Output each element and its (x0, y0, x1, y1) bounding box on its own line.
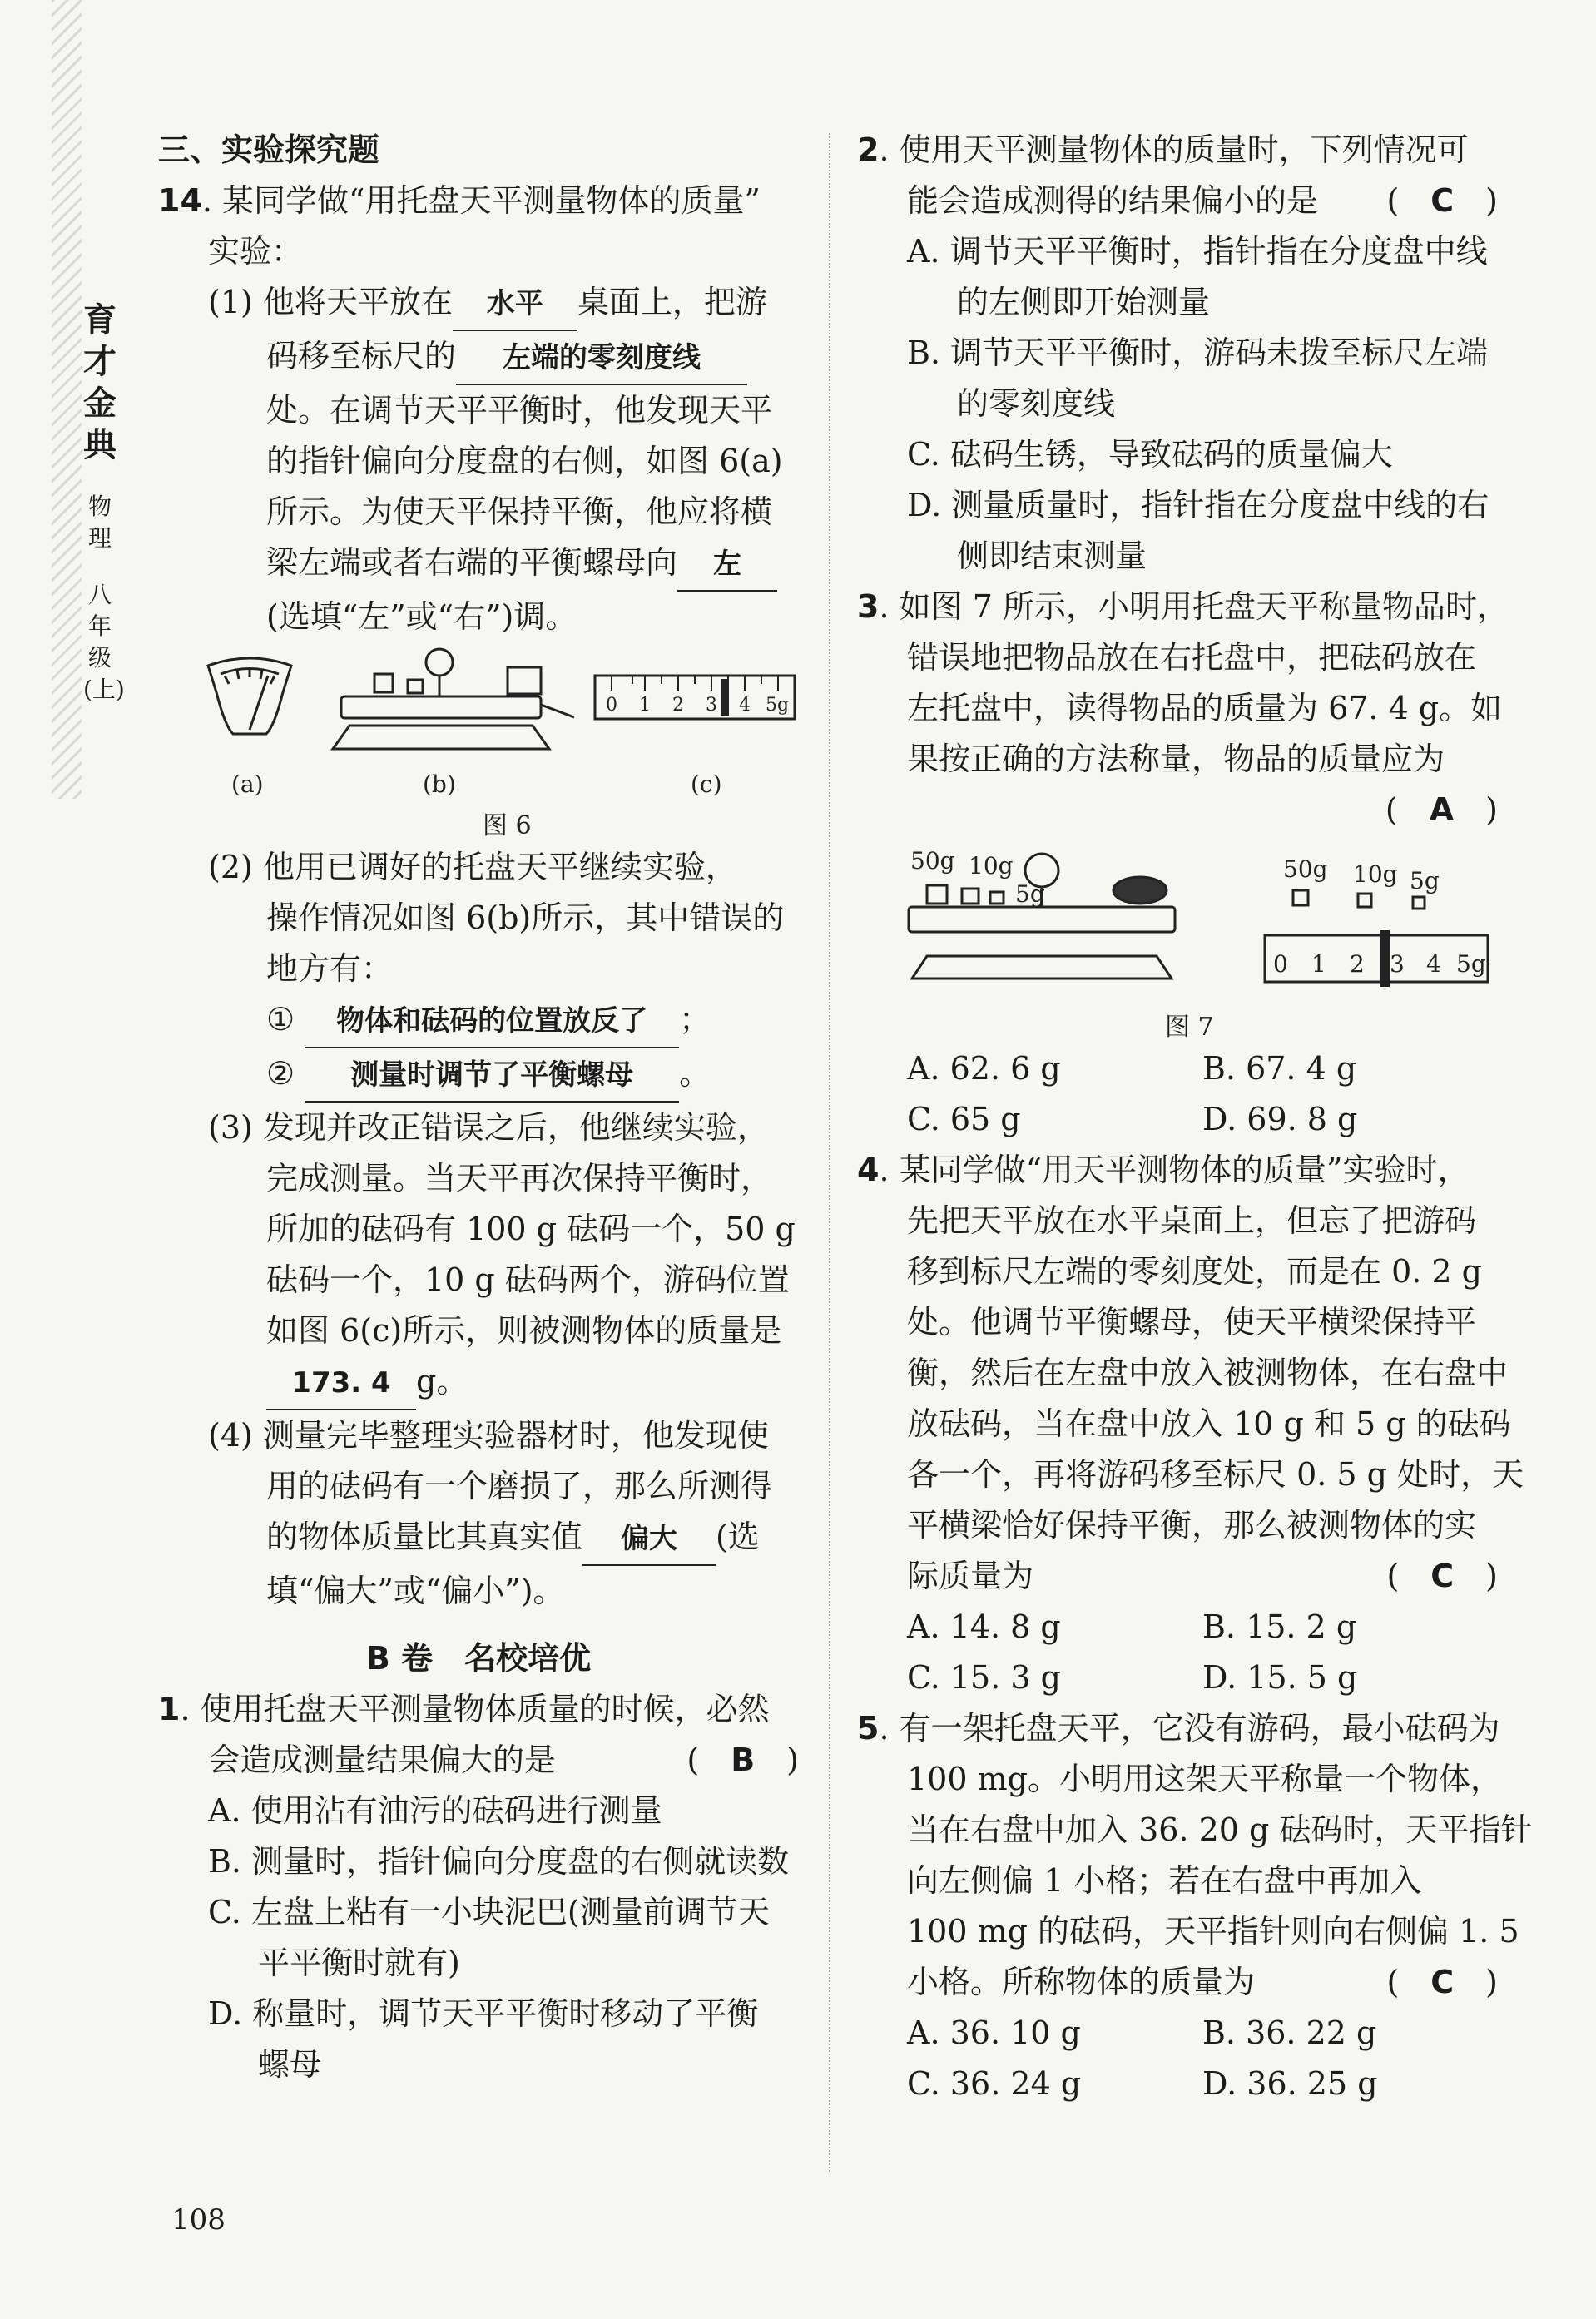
q4-line: 放砝码，当在盘中放入 10 g 和 5 g 的砝码 (907, 1405, 1511, 1442)
fig-label-a: (a) (231, 771, 264, 798)
sidebar (83, 300, 125, 706)
q14-part4-line: (4) 测量完毕整理实验器材时，他发现使 (208, 1417, 769, 1454)
option: B. 测量时，指针偏向分度盘的右侧就读数 (208, 1843, 790, 1880)
page-number: 108 (171, 2203, 226, 2237)
scale-tick-label: 4 (1426, 950, 1441, 978)
answer-letter: C (1430, 1558, 1455, 1594)
q14-part1-line: 所示。为使天平保持平衡，他应将横 (266, 493, 773, 530)
option: A. 14. 8 g (907, 1608, 1061, 1645)
section-b-title: B 卷 名校培优 (365, 1640, 592, 1677)
answer-letter: C (1430, 1964, 1455, 2000)
options-row (857, 1043, 1498, 1094)
figure-6 (158, 642, 799, 842)
q14-part2-line: 操作情况如图 6(b)所示，其中错误的 (266, 899, 785, 936)
q14-part2-line: (2) 他用已调好的托盘天平继续实验， (208, 849, 737, 885)
brand-title (83, 300, 116, 466)
option: A. 36. 10 g (907, 2014, 1081, 2051)
q4-text: . 某同学做“用天平测物体的质量”实验时， (879, 1152, 1470, 1188)
brand-char: 才 (83, 342, 116, 381)
scale-tick-label: 2 (672, 695, 684, 716)
q2-line (857, 125, 1498, 176)
q5-number: 5 (857, 1710, 880, 1747)
right-column (857, 125, 1533, 2109)
option: C. 36. 24 g (907, 2065, 1082, 2102)
answer-blank: 左 (677, 539, 777, 592)
answer-blank: 物体和砝码的位置放反了 (305, 996, 679, 1048)
answer-paren: ( C ) (1386, 1964, 1498, 2000)
q14-error-2 (158, 1048, 799, 1103)
marker: ① (266, 1001, 295, 1038)
answer-blank: 水平 (453, 279, 577, 331)
answer-blank: 左端的零刻度线 (456, 333, 747, 385)
weight-label: 10g (1353, 860, 1398, 888)
text: 际质量为 (907, 1558, 1034, 1594)
option: C. 15. 3 g (907, 1659, 1061, 1696)
option-cont: 的零刻度线 (957, 385, 1116, 422)
q1-number: 1 (158, 1691, 181, 1727)
q14-part3-line (158, 1356, 799, 1410)
q5-line (857, 1703, 1498, 1754)
option: B. 15. 2 g (1202, 1608, 1357, 1645)
rider (721, 679, 729, 716)
q4-number: 4 (857, 1152, 880, 1188)
q14-part4-line (158, 1512, 799, 1566)
text: (选 (716, 1519, 760, 1555)
q14-number: 14 (158, 182, 202, 219)
dial-plate (208, 658, 291, 734)
q14-part1-line (158, 538, 799, 592)
text: 的物体质量比其真实值 (266, 1519, 583, 1555)
q14-line: 实验： (208, 233, 304, 270)
option: D. 69. 8 g (1202, 1101, 1358, 1137)
option: B. 36. 22 g (1202, 2014, 1377, 2051)
option: D. 称量时，调节天平平衡时移动了平衡 (208, 1995, 759, 2032)
q4-line (857, 1145, 1498, 1196)
option: B. 调节天平平衡时，游码未拨至标尺左端 (907, 334, 1489, 371)
weight-label: 50g (1283, 855, 1328, 883)
q4-line: 各一个，再将游码移至标尺 0. 5 g 处时，天 (907, 1456, 1524, 1493)
q14-part3-line: 如图 6(c)所示，则被测物体的质量是 (266, 1312, 782, 1349)
balance-b (333, 649, 574, 749)
q3-line: 错误地把物品放在右托盘中，把砝码放在 (907, 639, 1477, 676)
subject-label (83, 491, 116, 554)
q5-line: 当在右盘中加入 36. 20 g 砝码时，天平指针 (907, 1811, 1533, 1848)
option: D. 测量质量时，指针指在分度盘中线的右 (907, 487, 1489, 523)
answer-blank: 173. 4 (266, 1358, 416, 1410)
q14-part3-line: (3) 发现并改正错误之后，他继续实验， (208, 1109, 769, 1146)
q2-text: . 使用天平测量物体的质量时，下列情况可 (879, 131, 1469, 168)
option: A. 使用沾有油污的砝码进行测量 (208, 1792, 662, 1829)
answer-letter: A (1429, 791, 1455, 828)
scale-tick-label: 4 (739, 695, 751, 716)
grade-char: 年 (87, 612, 112, 640)
q5-text: . 有一架托盘天平，它没有游码，最小砝码为 (879, 1710, 1500, 1747)
q14-part1-line (158, 331, 799, 385)
fig-label-c: (c) (691, 771, 722, 798)
q14-part4-line: 用的砝码有一个磨损了，那么所测得 (266, 1468, 773, 1504)
text: 会造成测量结果偏大的是 (208, 1742, 557, 1778)
q4-line: 处。他调节平衡螺母，使天平横梁保持平 (907, 1304, 1477, 1340)
q14-part1-line: 的指针偏向分度盘的右侧，如图 6(a) (266, 443, 783, 479)
text: 码移至标尺的 (266, 338, 457, 374)
option-cont: 螺母 (258, 2046, 322, 2083)
brand-char: 金 (83, 384, 116, 423)
text: ； (679, 1001, 711, 1038)
options-row (857, 1653, 1498, 1703)
scale-tick-label: 1 (639, 695, 651, 716)
q14-part1-line: (选填“左”或“右”)调。 (266, 598, 577, 635)
answer-letter: C (1430, 182, 1455, 219)
q2-number: 2 (857, 131, 880, 168)
q1-line (158, 1735, 799, 1786)
figure-7-drawing (857, 835, 1498, 1002)
option: A. 调节天平平衡时，指针指在分度盘中线 (907, 233, 1488, 270)
q4-line: 移到标尺左端的零刻度处，而是在 0. 2 g (907, 1253, 1482, 1290)
grade-char: (上) (83, 676, 125, 703)
q14-text: . 某同学做“用托盘天平测量物体的质量” (201, 182, 761, 219)
weight-label: 50g (910, 847, 955, 875)
q4-line: 平横梁恰好保持平衡，那么被测物体的实 (907, 1507, 1477, 1544)
text: 小格。所称物体的质量为 (907, 1964, 1256, 2000)
answer-paren: ( B ) (686, 1742, 799, 1778)
subject-char: 理 (87, 524, 112, 552)
q2-line (857, 176, 1498, 226)
scale-tick-label: 3 (1390, 950, 1405, 978)
text: g。 (416, 1363, 468, 1400)
text: 能会造成测得的结果偏小的是 (907, 182, 1319, 219)
q14-part3-line: 所加的砝码有 100 g 砝码一个，50 g (266, 1211, 796, 1247)
option: D. 36. 25 g (1202, 2065, 1378, 2102)
text: 。 (679, 1055, 711, 1092)
q14-part4-line: 填“偏大”或“偏小”)。 (266, 1573, 565, 1609)
scale-tick-label: 1 (1311, 950, 1326, 978)
q5-line: 100 mg。小明用这架天平称量一个物体， (907, 1761, 1502, 1797)
q14-line (158, 176, 799, 226)
q3-line: 果按正确的方法称量，物品的质量应为 (907, 741, 1445, 777)
answer-letter: B (731, 1742, 756, 1778)
subject-char: 物 (87, 493, 112, 520)
answer-paren: ( A ) (1385, 791, 1498, 828)
scale-tick-label: 5g (1456, 950, 1486, 978)
options-row (857, 2008, 1498, 2059)
brand-char: 育 (83, 300, 116, 339)
option: B. 67. 4 g (1202, 1050, 1357, 1087)
scale-tick-label: 0 (606, 695, 617, 716)
figure-7-caption: 图 7 (1165, 1013, 1214, 1042)
option-cont: 侧即结束测量 (957, 538, 1147, 574)
answer-blank: 偏大 (582, 1514, 716, 1566)
q14-part2-line: 地方有： (266, 950, 394, 987)
marker: ② (266, 1055, 295, 1092)
answer-blank: 测量时调节了平衡螺母 (305, 1050, 679, 1103)
option-cont: 平平衡时就有) (258, 1945, 460, 1981)
scale-tick-label: 3 (706, 695, 717, 716)
q4-line (857, 1551, 1498, 1602)
scale-tick-label: 5g (766, 695, 790, 716)
q14-part1-line: 处。在调节天平平衡时，他发现天平 (266, 392, 773, 429)
q4-line: 衡，然后在左盘中放入被测物体，在右盘中 (907, 1355, 1509, 1391)
option: C. 左盘上粘有一小块泥巴(测量前调节天 (208, 1894, 770, 1930)
option: A. 62. 6 g (907, 1050, 1061, 1087)
q3-number: 3 (857, 588, 880, 625)
rider (1380, 930, 1390, 987)
scale-tick-label: 2 (1350, 950, 1365, 978)
q14-part1-line (158, 277, 799, 331)
q1-line (158, 1684, 799, 1735)
weight-label: 5g (1410, 867, 1440, 894)
answer-paren: ( C ) (1386, 182, 1498, 219)
option-cont: 的左侧即开始测量 (957, 284, 1211, 320)
text: 梁左端或者右端的平衡螺母向 (266, 544, 678, 581)
section-title: 三、实验探究题 (158, 131, 380, 168)
q3-line: 左托盘中，读得物品的质量为 67. 4 g。如 (907, 690, 1503, 726)
decorative-stripe (52, 0, 82, 799)
column-divider (829, 133, 830, 2172)
q14-error-1 (158, 994, 799, 1048)
answer-paren: ( C ) (1386, 1558, 1498, 1594)
q5-line: 100 mg 的砝码，天平指针则向右侧偏 1. 5 (907, 1913, 1519, 1950)
grade-label (83, 579, 125, 706)
option: D. 15. 5 g (1202, 1659, 1358, 1696)
figure-6-drawing (158, 642, 799, 800)
q5-line: 向左侧偏 1 小格；若在右盘中再加入 (907, 1862, 1422, 1899)
q3-line (857, 582, 1509, 632)
q1-text: . 使用托盘天平测量物体质量的时候，必然 (180, 1691, 770, 1727)
options-row (857, 1094, 1498, 1145)
text: 桌面上，把游 (577, 284, 767, 320)
q14-part3-line: 完成测量。当天平再次保持平衡时， (266, 1160, 773, 1197)
options-row (857, 2059, 1498, 2109)
weight-label: 10g (969, 852, 1014, 880)
figure-7 (857, 835, 1498, 1043)
q3-text: . 如图 7 所示，小明用托盘天平称量物品时， (879, 588, 1509, 625)
options-row (857, 1602, 1498, 1653)
option: C. 65 g (907, 1101, 1021, 1137)
option: C. 砝码生锈，导致砝码的质量偏大 (907, 436, 1393, 473)
grade-char: 级 (87, 644, 112, 671)
text: (1) 他将天平放在 (208, 284, 453, 320)
q14-part3-line: 砝码一个，10 g 砝码两个，游码位置 (266, 1261, 790, 1298)
figure-6-caption: 图 6 (483, 811, 532, 840)
q5-line (857, 1957, 1498, 2008)
scale-tick-label: 0 (1273, 950, 1288, 978)
weights-and-scale-7 (1265, 890, 1488, 982)
fig-label-b: (b) (423, 771, 456, 798)
weight-label: 5g (1015, 880, 1045, 908)
brand-char: 典 (83, 425, 116, 464)
q4-line: 先把天平放在水平桌面上，但忘了把游码 (907, 1202, 1477, 1239)
grade-char: 八 (87, 581, 112, 608)
left-column (158, 125, 799, 2090)
scale-c-ticks (612, 676, 778, 691)
